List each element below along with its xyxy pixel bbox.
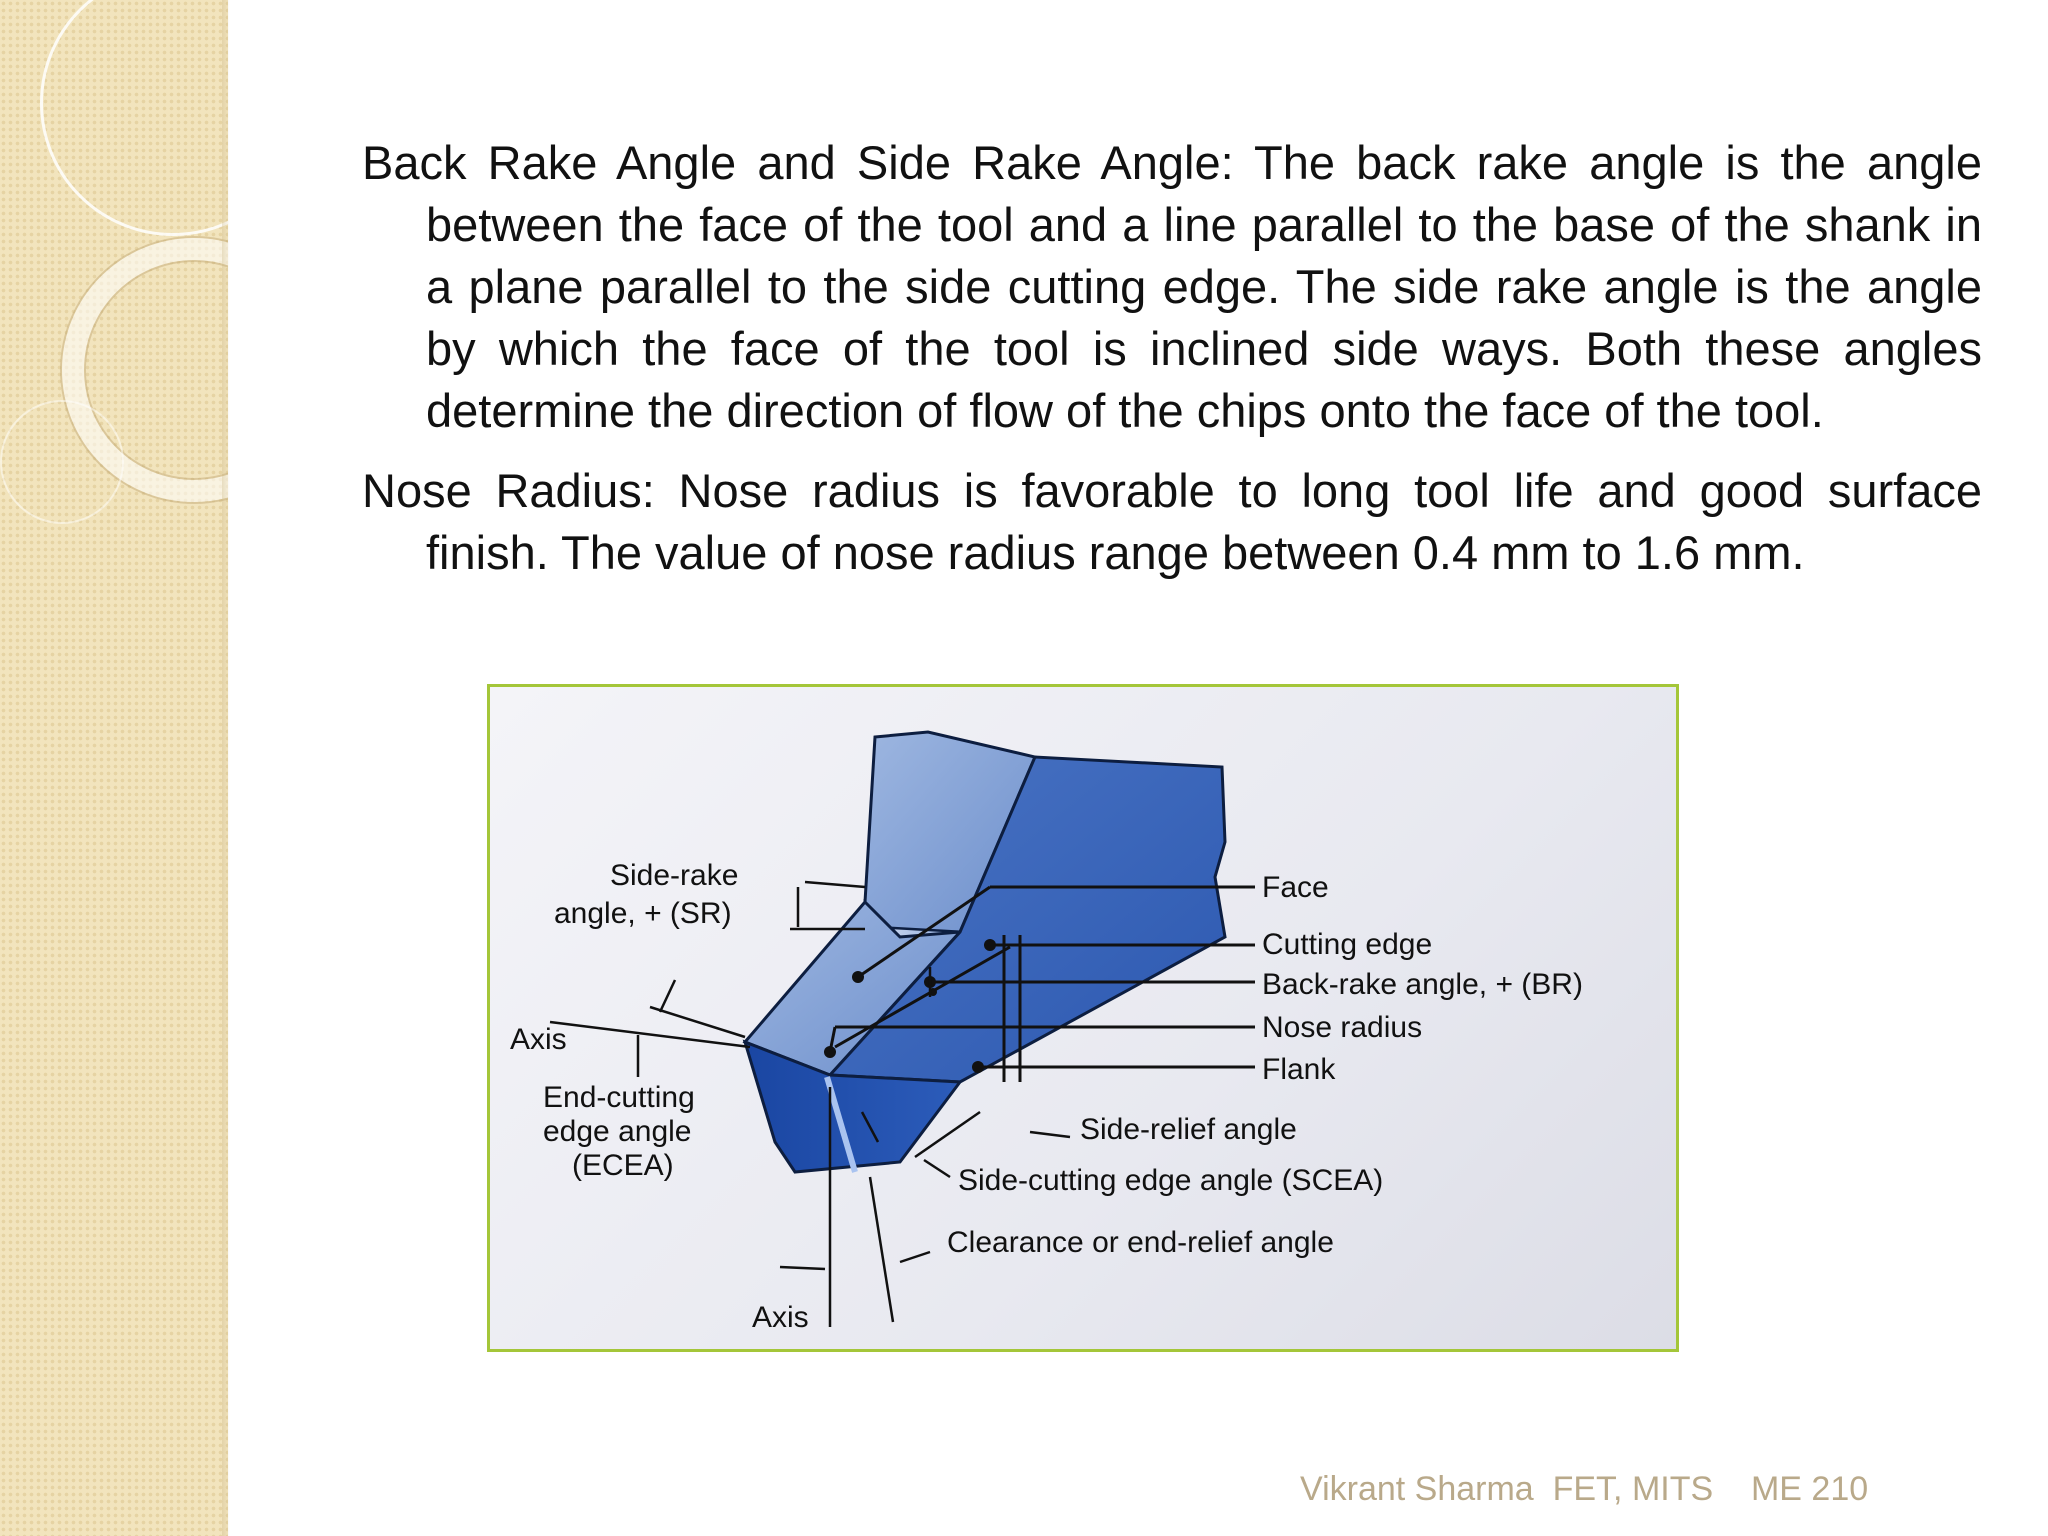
label-back-rake: Back-rake angle, + (BR) [1262,968,1583,1001]
decorative-ring [0,400,124,524]
sidebar-shadow [222,0,230,1536]
paragraph-rake-angles: Back Rake Angle and Side Rake Angle: The back rake angle is the angle between the face of the tool and a line parallel to the base of the shank in a plane parallel to the side cutting edge. The side rake angle is the angle by which the face of the tool is inclined side ways. Both these angles determine the direction of flow of the chips onto the face of the tool. [362,136,1982,437]
label-scea: Side-cutting edge angle (SCEA) [958,1164,1384,1197]
label-side-rake-2: angle, + (SR) [554,897,732,930]
paragraph-nose-radius: Nose Radius: Nose radius is favorable to long tool life and good surface finish. The value of nose radius range between 0.4 mm to 1.6 mm. [362,464,1982,579]
footer-institution: FET, MITS [1552,1470,1714,1508]
label-flank: Flank [1262,1053,1336,1086]
tool-geometry-figure [487,684,1679,1352]
label-nose-radius: Nose radius [1262,1011,1423,1044]
slide-body [362,132,1982,602]
label-ecea-3: (ECEA) [572,1149,674,1182]
decorative-sidebar [0,0,228,1536]
footer-author: Vikrant Sharma [1300,1470,1534,1508]
decorative-ring [40,0,228,236]
label-side-relief: Side-relief angle [1080,1113,1297,1146]
label-side-rake-1: Side-rake [610,859,739,892]
label-ecea-2: edge angle [543,1115,692,1148]
label-axis-bottom: Axis [752,1301,809,1334]
tool-geometry-diagram [490,687,1676,1349]
label-clearance: Clearance or end-relief angle [947,1226,1334,1259]
label-cutting-edge: Cutting edge [1262,928,1433,961]
label-face: Face [1262,871,1329,904]
slide-footer [1300,1470,1868,1509]
footer-course: ME 210 [1750,1470,1869,1508]
label-axis-left: Axis [510,1023,567,1056]
label-ecea-1: End-cutting [543,1081,695,1114]
